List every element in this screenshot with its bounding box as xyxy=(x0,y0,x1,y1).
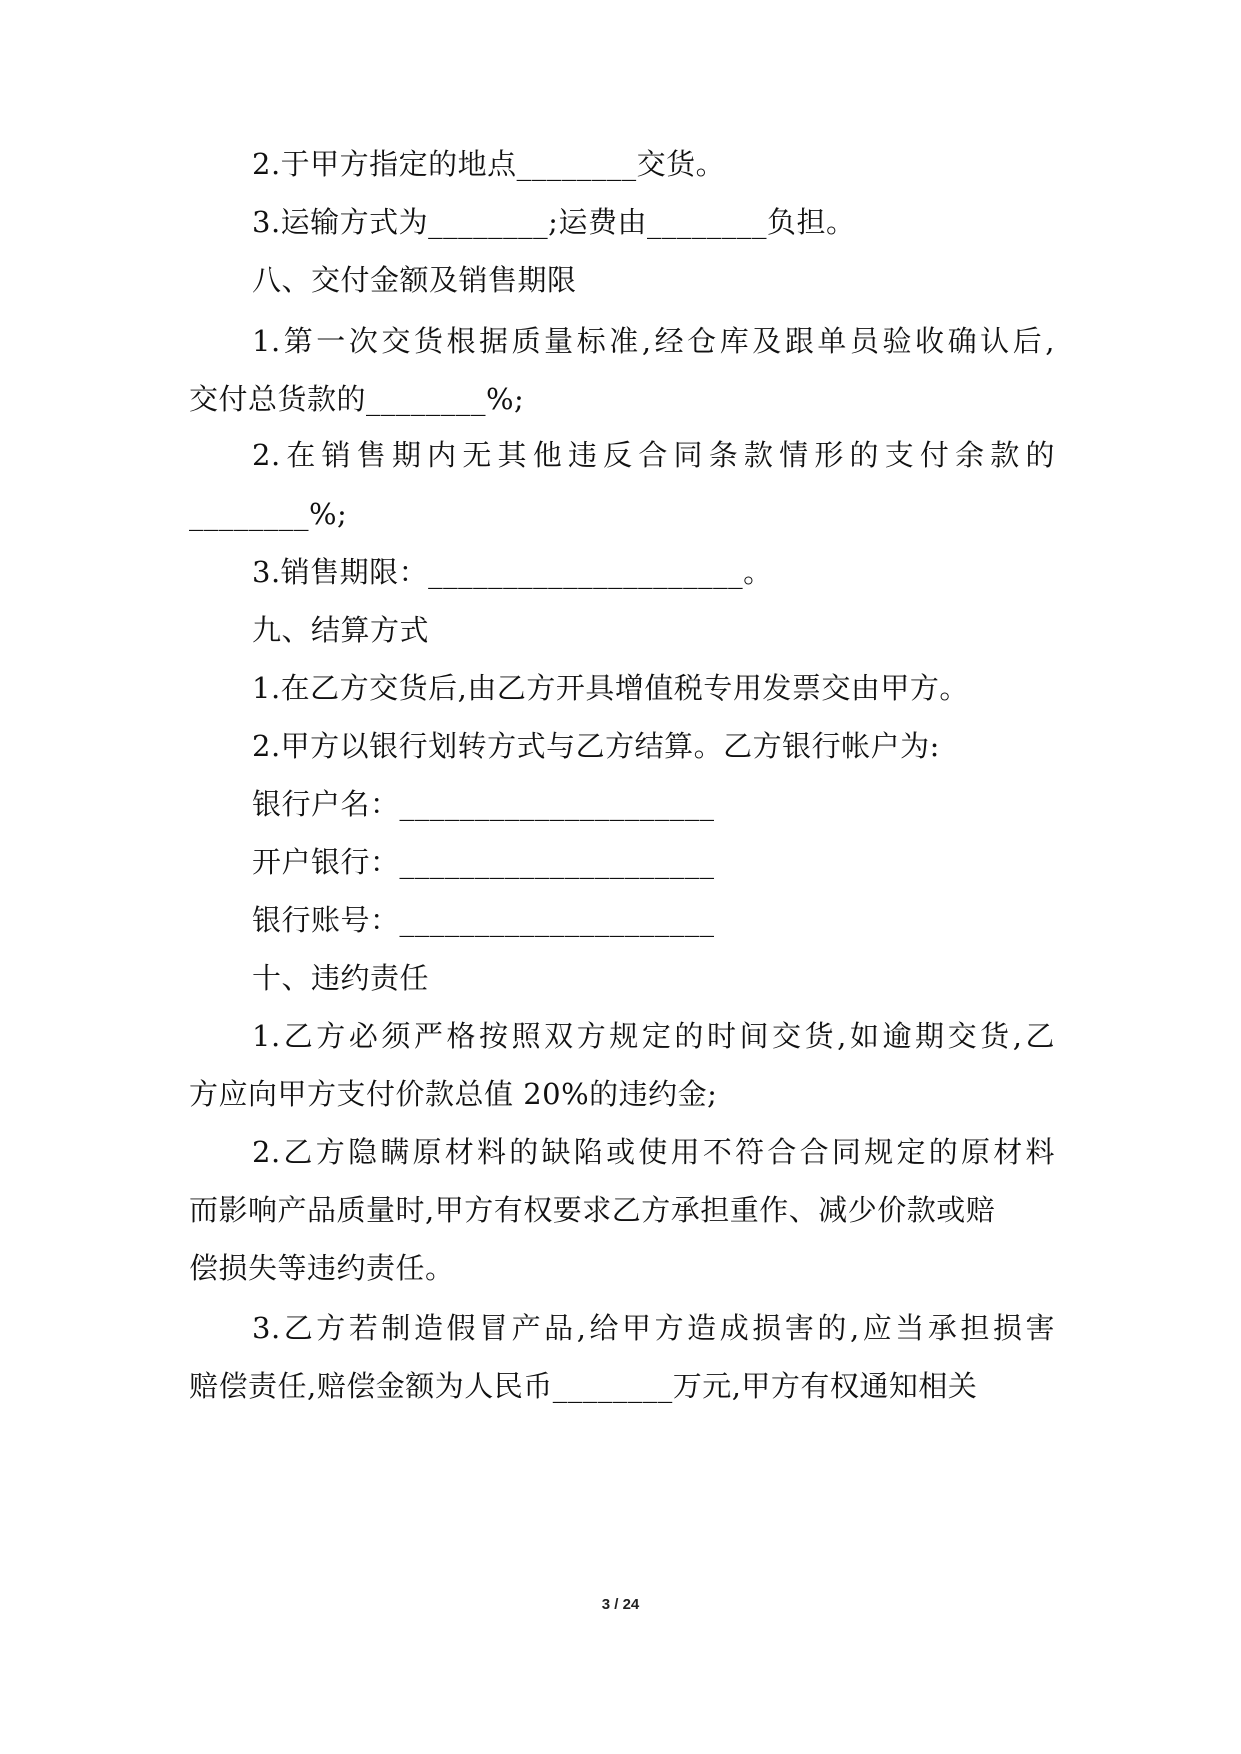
bank-name: 开户银行：_____________________ xyxy=(252,845,715,879)
clause-8-1-line-2: 交付总货款的________%; xyxy=(189,382,525,416)
section-heading-8: 八、交付金额及销售期限 xyxy=(252,263,577,297)
clause-10-2-line-1: 2.乙方隐瞒原材料的缺陷或使用不符合合同规定的原材料 xyxy=(252,1135,1055,1169)
clause-9-1: 1.在乙方交货后,由乙方开具增值税专用发票交由甲方。 xyxy=(252,671,969,705)
bank-account-number: 银行账号：_____________________ xyxy=(252,903,715,937)
clause-10-2-line-3: 偿损失等违约责任。 xyxy=(189,1251,455,1285)
section-heading-10: 十、违约责任 xyxy=(252,961,430,995)
clause-7-2: 2.于甲方指定的地点________交货。 xyxy=(252,147,726,181)
clause-10-1-line-1: 1.乙方必须严格按照双方规定的时间交货,如逾期交货,乙 xyxy=(252,1019,1055,1053)
clause-10-2-line-2: 而影响产品质量时,甲方有权要求乙方承担重作、减少价款或赔 xyxy=(189,1193,996,1227)
clause-10-3-line-2: 赔偿责任,赔偿金额为人民币________万元,甲方有权通知相关 xyxy=(189,1369,978,1403)
bank-account-name: 银行户名：_____________________ xyxy=(252,787,715,821)
clause-10-3-line-1: 3.乙方若制造假冒产品,给甲方造成损害的,应当承担损害 xyxy=(252,1311,1055,1345)
page-number: 3 / 24 xyxy=(601,1596,640,1613)
clause-9-2: 2.甲方以银行划转方式与乙方结算。乙方银行帐户为: xyxy=(252,729,940,763)
clause-8-2-line-2: ________%; xyxy=(189,497,348,531)
clause-8-3: 3.销售期限：_____________________。 xyxy=(252,555,773,589)
clause-8-2-line-1: 2.在销售期内无其他违反合同条款情形的支付余款的 xyxy=(252,438,1055,472)
clause-7-3: 3.运输方式为________;运费由________负担。 xyxy=(252,205,856,239)
clause-8-1-line-1: 1.第一次交货根据质量标准,经仓库及跟单员验收确认后, xyxy=(252,324,1055,358)
section-heading-9: 九、结算方式 xyxy=(252,613,430,647)
clause-10-1-line-2: 方应向甲方支付价款总值 20%的违约金; xyxy=(189,1077,718,1111)
